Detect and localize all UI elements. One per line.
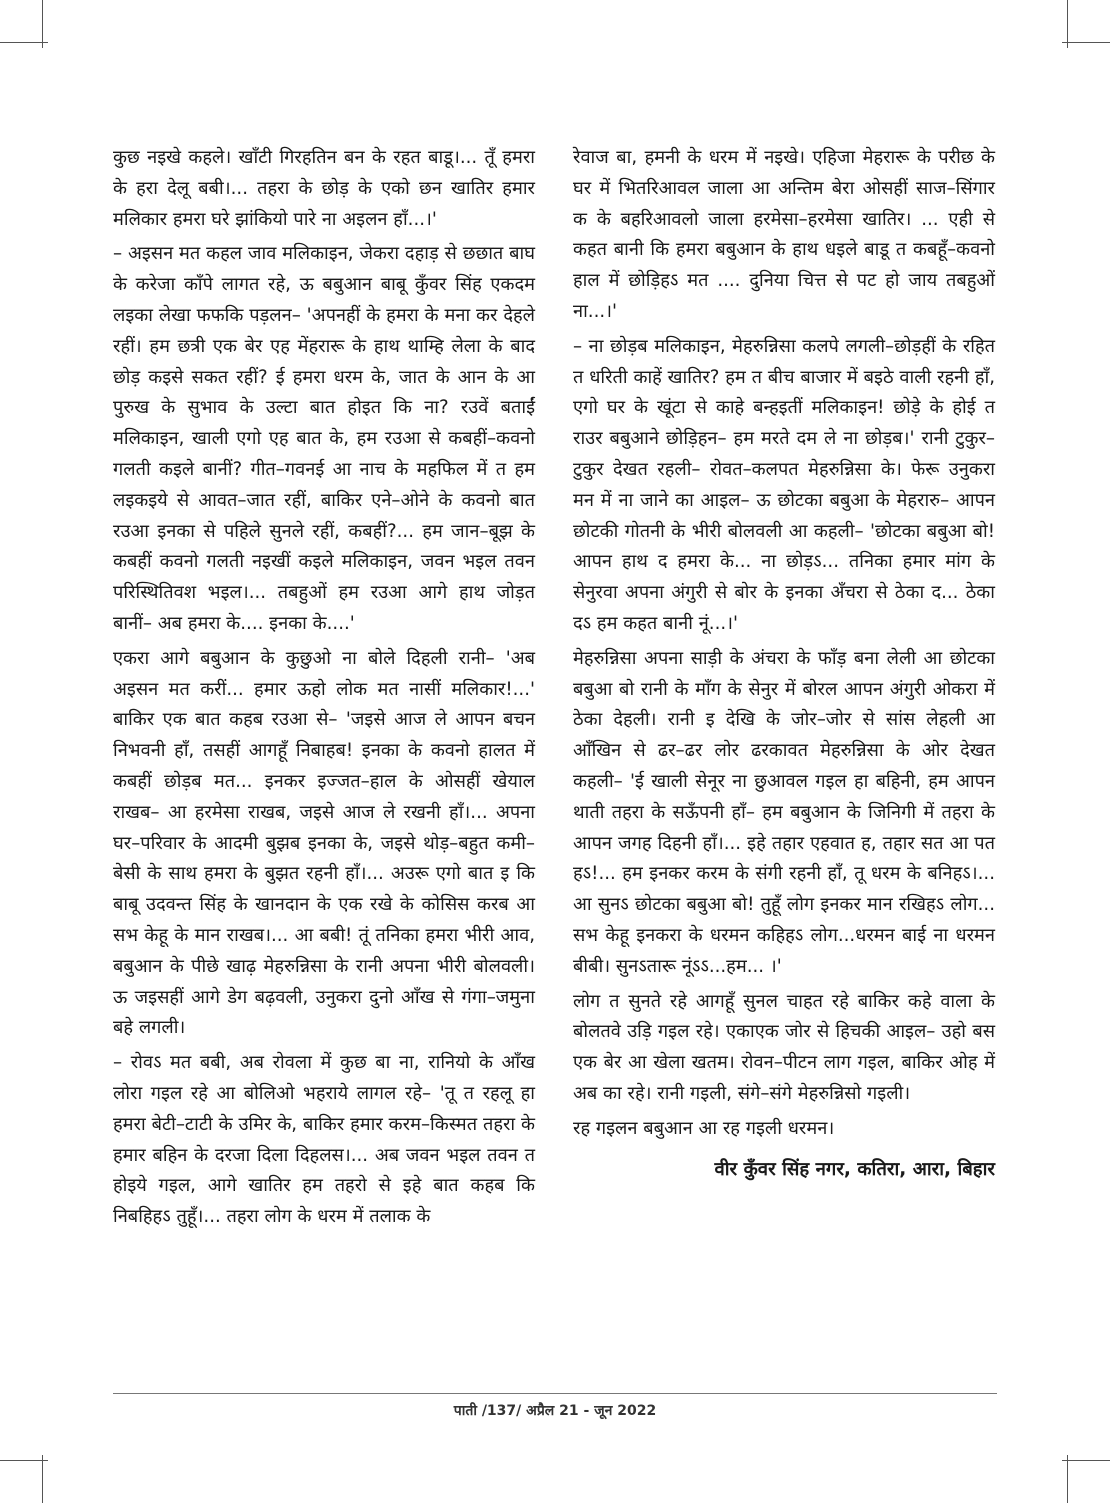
right-column bbox=[573, 143, 995, 1189]
paragraph: रह गइलन बबुआन आ रह गइली धरमन। bbox=[573, 1117, 835, 1139]
crop-mark bbox=[1067, 0, 1068, 48]
crop-mark bbox=[42, 1455, 43, 1503]
crop-mark bbox=[0, 1460, 48, 1461]
paragraph: कुछ नइखे कहले। खाँटी गिरहतिन बन के रहत बाडू।... तूँ हमरा के हरा देलू बबी।... तहरा के छोड़ के एको छन खातिर हमार मलिकार हमरा घरे झांकियो पारे ना अइलन हाँ...।' bbox=[113, 147, 535, 230]
crop-mark bbox=[1067, 1455, 1068, 1503]
author-byline: वीर कुँवर सिंह नगर, कतिरा, आरा, बिहार bbox=[714, 1158, 995, 1180]
paragraph: रेवाज बा, हमनी के धरम में नइखे। एहिजा मेहरारू के परीछ के घर में भितरिआवल जाला आ अन्तिम बेरा ओसहीं साज–सिंगार क के बहरिआवलो जाला हरमेसा–हरमेसा खातिर। ... एही से कहत बानी कि हमरा बबुआन के हाथ धइले बाडू त कबहूँ–कवनो हाल में छोड़िहऽ मत .... दुनिया चित्त से पट हो जाय तबहुओं ना...।' bbox=[573, 147, 995, 322]
crop-mark bbox=[1062, 42, 1110, 43]
paragraph: – ना छोड़ब मलिकाइन, मेहरुन्निसा कलपे लगली–छोड़हीं के रहित त धरिती काहें खातिर? हम त बीच बाजार में बइठे वाली रहनी हाँ, एगो घर के खूंटा से काहे बन्हइतीं मलिकाइन! छोड़े के होई त राउर बबुआने छोड़िहन– हम मरते दम ले ना छोड़ब।' रानी टुकुर–टुकुर देखत रहली– रोवत–कलपत मेहरुन्निसा के। फेरू उनुकरा मन में ना जाने का आइल– ऊ छोटका बबुआ के मेहरारु– आपन छोटकी गोतनी के भीरी बोलवली आ कहली– 'छोटका बबुआ बो! आपन हाथ द हमरा के... ना छोड़ऽ... तनिका हमार मांग के सेनुरवा अपना अंगुरी से बोर के इनका अँचरा से ठेका द... ठेका दऽ हम कहत बानी नूं...।' bbox=[573, 335, 995, 634]
crop-mark bbox=[42, 0, 43, 48]
paragraph: एकरा आगे बबुआन के कुछुओ ना बोले दिहली रानी– 'अब अइसन मत करीं... हमार ऊहो लोक मत नासीं मलिकार!...' बाकिर एक बात कहब रउआ से– 'जइसे आज ले आपन बचन निभवनी हाँ, तसहीं आगहूँ निबाहब! इनका के कवनो हालत में कबहीं छोड़ब मत... इनकर इज्जत–हाल के ओसहीं खेयाल राखब– आ हरमेसा राखब, जइसे आज ले रखनी हाँ।... अपना घर–परिवार के आदमी बुझब इनका के, जइसे थोड़–बहुत कमी–बेसी के साथ हमरा के बुझत रहनी हाँ।... अउरू एगो बात इ कि बाबू उदवन्त सिंह के खानदान के एक रखे के कोसिस करब आ सभ केहू के मान राखब।... आ बबी! तूं तनिका हमरा भीरी आव, बबुआन के पीछे खाढ़ मेहरुन्निसा के रानी अपना भीरी बोलवली। ऊ जइसहीं आगे डेग बढ़वली, उनुकरा दुनो आँख से गंगा–जमुना बहे लगली। bbox=[113, 647, 535, 1039]
left-column bbox=[113, 143, 535, 1237]
paragraph: लोग त सुनते रहे आगहूँ सुनल चाहत रहे बाकिर कहे वाला के बोलतवे उड़ि गइल रहे। एकाएक जोर से हिचकी आइल– उहो बस एक बेर आ खेला खतम। रोवन–पीटन लाग गइल, बाकिर ओह में अब का रहे। रानी गइली, संगे–संगे मेहरुन्निसो गइली। bbox=[573, 990, 995, 1104]
paragraph: मेहरुन्निसा अपना साड़ी के अंचरा के फाँड़ बना लेली आ छोटका बबुआ बो रानी के माँग के सेनुर में बोरल आपन अंगुरी ओकरा में ठेका देहली। रानी इ देखि के जोर–जोर से सांस लेहली आ आँखिन से ढर–ढर लोर ढरकावत मेहरुन्निसा के ओर देखत कहली– 'ई खाली सेनूर ना छुआवल गइल हा बहिनी, हम आपन थाती तहरा के सऊँपनी हाँ– हम बबुआन के जिनिगी में तहरा के आपन जगह दिहनी हाँ।... इहे तहार एहवात ह, तहार सत आ पत हऽ!... हम इनकर करम के संगी रहनी हाँ, तू धरम के बनिहऽ।... आ सुनऽ छोटका बबुआ बो! तुहूँ लोग इनकर मान रखिहऽ लोग... सभ केहू इनकरा के धरमन कहिहऽ लोग...धरमन बाई ना धरमन बीबी। सुनऽतारू नूंऽऽ...हम... ।' bbox=[573, 647, 995, 977]
footer-divider bbox=[113, 1393, 997, 1394]
paragraph: – अइसन मत कहल जाव मलिकाइन, जेकरा दहाड़ से छछात बाघ के करेजा काँपे लागत रहे, ऊ बबुआन बाबू कुँवर सिंह एकदम लइका लेखा फफकि पड़लन– 'अपनहीं के हमरा के मना कर देहले रहीं। हम छत्री एक बेर एह मेंहरारू के हाथ थाम्हि लेला के बाद छोड़ कइसे सकत रहीं? ई हमरा धरम के, जात के आन के आ पुरुख के सुभाव के उल्टा बात होइत कि ना? रउवें बताईं मलिकाइन, खाली एगो एह बात के, हम रउआ से कबहीं–कवनो गलती कइले बानीं? गीत–गवनई आ नाच के महफिल में त हम लइकइये से आवत–जात रहीं, बाकिर एने–ओने के कवनो बात रउआ इनका से पहिले सुनले रहीं, कबहीं?... हम जान–बूझ के कबहीं कवनो गलती नइखीं कइले मलिकाइन, जवन भइल तवन परिस्थितिवश भइल।... तबहुओं हम रउआ आगे हाथ जोड़त बानीं– अब हमरा के.... इनका के....' bbox=[113, 243, 535, 634]
crop-mark bbox=[1062, 1460, 1110, 1461]
page-footer: पाती /137/ अप्रैल 21 - जून 2022 bbox=[453, 1403, 657, 1419]
crop-mark bbox=[0, 42, 48, 43]
paragraph: – रोवऽ मत बबी, अब रोवला में कुछ बा ना, रानियो के आँख लोरा गइल रहे आ बोलिओ भहराये लागल रहे– 'तू त रहलू हा हमरा बेटी–टाटी के उमिर के, बाकिर हमार करम–किस्मत तहरा के हमार बहिन के दरजा दिला दिहलस।... अब जवन भइल तवन त होइये गइल, आगे खातिर हम तहरो से इहे बात कहब कि निबहिहऽ तुहूँ।... तहरा लोग के धरम में तलाक के bbox=[113, 1052, 535, 1228]
